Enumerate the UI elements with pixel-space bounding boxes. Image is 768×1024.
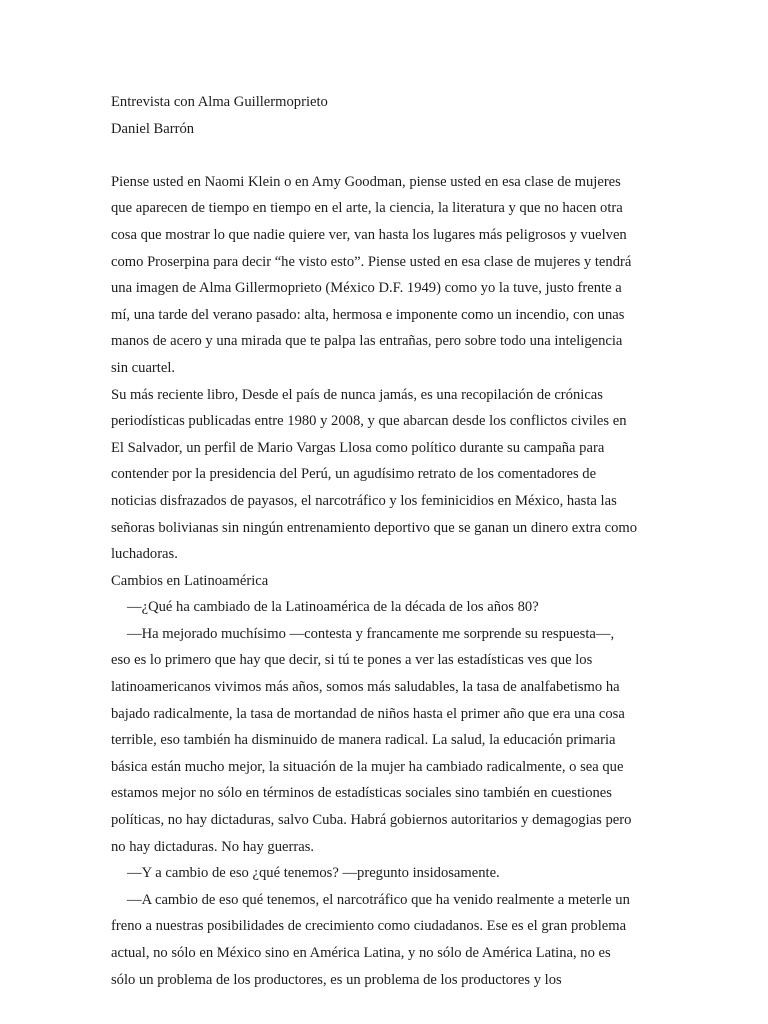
text-line: una imagen de Alma Gillermoprieto (México D.F. 1949) como yo la tuve, justo frente a bbox=[111, 280, 622, 297]
text-line: Piense usted en Naomi Klein o en Amy Goodman, piense usted en esa clase de mujeres bbox=[111, 173, 621, 190]
question-2: —Y a cambio de eso ¿qué tenemos? —pregunto insidosamente. bbox=[127, 865, 500, 882]
text-line: freno a nuestras posibilidades de crecimiento como ciudadanos. Ese es el gran problema bbox=[111, 918, 627, 935]
document-author: Daniel Barrón bbox=[111, 120, 195, 137]
text-line: mí, una tarde del verano pasado: alta, hermosa e imponente como un incendio, con unas bbox=[111, 306, 625, 323]
book-paragraph bbox=[111, 382, 659, 568]
text-line: periodísticas publicadas entre 1980 y 2008, y que abarcan desde los conflictos civiles en bbox=[111, 413, 627, 430]
text-line: políticas, no hay dictaduras, salvo Cuba. Habrá gobiernos autoritarios y demagogias pero bbox=[111, 812, 632, 829]
text-line: —Ha mejorado muchísimo —contesta y francamente me sorprende su respuesta—, bbox=[127, 625, 615, 642]
section-heading: Cambios en Latinoamérica bbox=[111, 572, 269, 589]
text-line: que aparecen de tiempo en tiempo en el arte, la ciencia, la literatura y que no hacen otra bbox=[111, 200, 623, 217]
text-line: El Salvador, un perfil de Mario Vargas Llosa como político durante su campaña para bbox=[111, 439, 605, 456]
blank-line bbox=[111, 142, 659, 169]
document-title: Entrevista con Alma Guillermoprieto bbox=[111, 94, 328, 110]
text-line: estamos mejor no sólo en términos de estadísticas sociales sino también en cuestiones bbox=[111, 785, 612, 802]
answer-2 bbox=[111, 887, 659, 993]
question-1: —¿Qué ha cambiado de la Latinoamérica de la década de los años 80? bbox=[127, 599, 539, 616]
text-line: actual, no sólo en México sino en América Latina, y no sólo de América Latina, no es bbox=[111, 945, 611, 961]
intro-paragraph bbox=[111, 169, 659, 382]
text-line: básica están mucho mejor, la situación de la mujer ha cambiado radicalmente, o sea que bbox=[111, 758, 624, 775]
text-line: Su más reciente libro, Desde el país de nunca jamás, es una recopilación de crónicas bbox=[111, 386, 603, 403]
text-line: señoras bolivianas sin ningún entrenamiento deportivo que se ganan un dinero extra como bbox=[111, 519, 638, 536]
text-line: luchadoras. bbox=[111, 546, 178, 563]
text-line: noticias disfrazados de payasos, el narcotráfico y los feminicidios en México, hasta las bbox=[111, 492, 617, 509]
text-line: no hay dictaduras. No hay guerras. bbox=[111, 838, 315, 855]
answer-1 bbox=[111, 621, 659, 860]
text-line: manos de acero y una mirada que te palpa las entrañas, pero sobre todo una inteligencia bbox=[111, 333, 623, 350]
text-line: como Proserpina para decir “he visto esto”. Piense usted en esa clase de mujeres y tendrá bbox=[111, 253, 632, 270]
text-line: sólo un problema de los productores, es un problema de los productores y los bbox=[111, 971, 562, 988]
text-line: contender por la presidencia del Perú, un agudísimo retrato de los comentadores de bbox=[111, 466, 597, 483]
text-line: cosa que mostrar lo que nadie quiere ver, van hasta los lugares más peligrosos y vuelven bbox=[111, 226, 627, 243]
text-line: latinoamericanos vivimos más años, somos más saludables, la tasa de analfabetismo ha bbox=[111, 679, 620, 696]
text-line: sin cuartel. bbox=[111, 359, 176, 376]
document-page bbox=[111, 89, 659, 993]
text-line: eso es lo primero que hay que decir, si tú te pones a ver las estadísticas ves que los bbox=[111, 652, 593, 669]
text-line: —A cambio de eso qué tenemos, el narcotráfico que ha venido realmente a meterle un bbox=[127, 891, 630, 908]
text-line: terrible, eso también ha disminuido de manera radical. La salud, la educación primaria bbox=[111, 732, 616, 749]
text-line: bajado radicalmente, la tasa de mortandad de niños hasta el primer año que era una cosa bbox=[111, 705, 625, 722]
